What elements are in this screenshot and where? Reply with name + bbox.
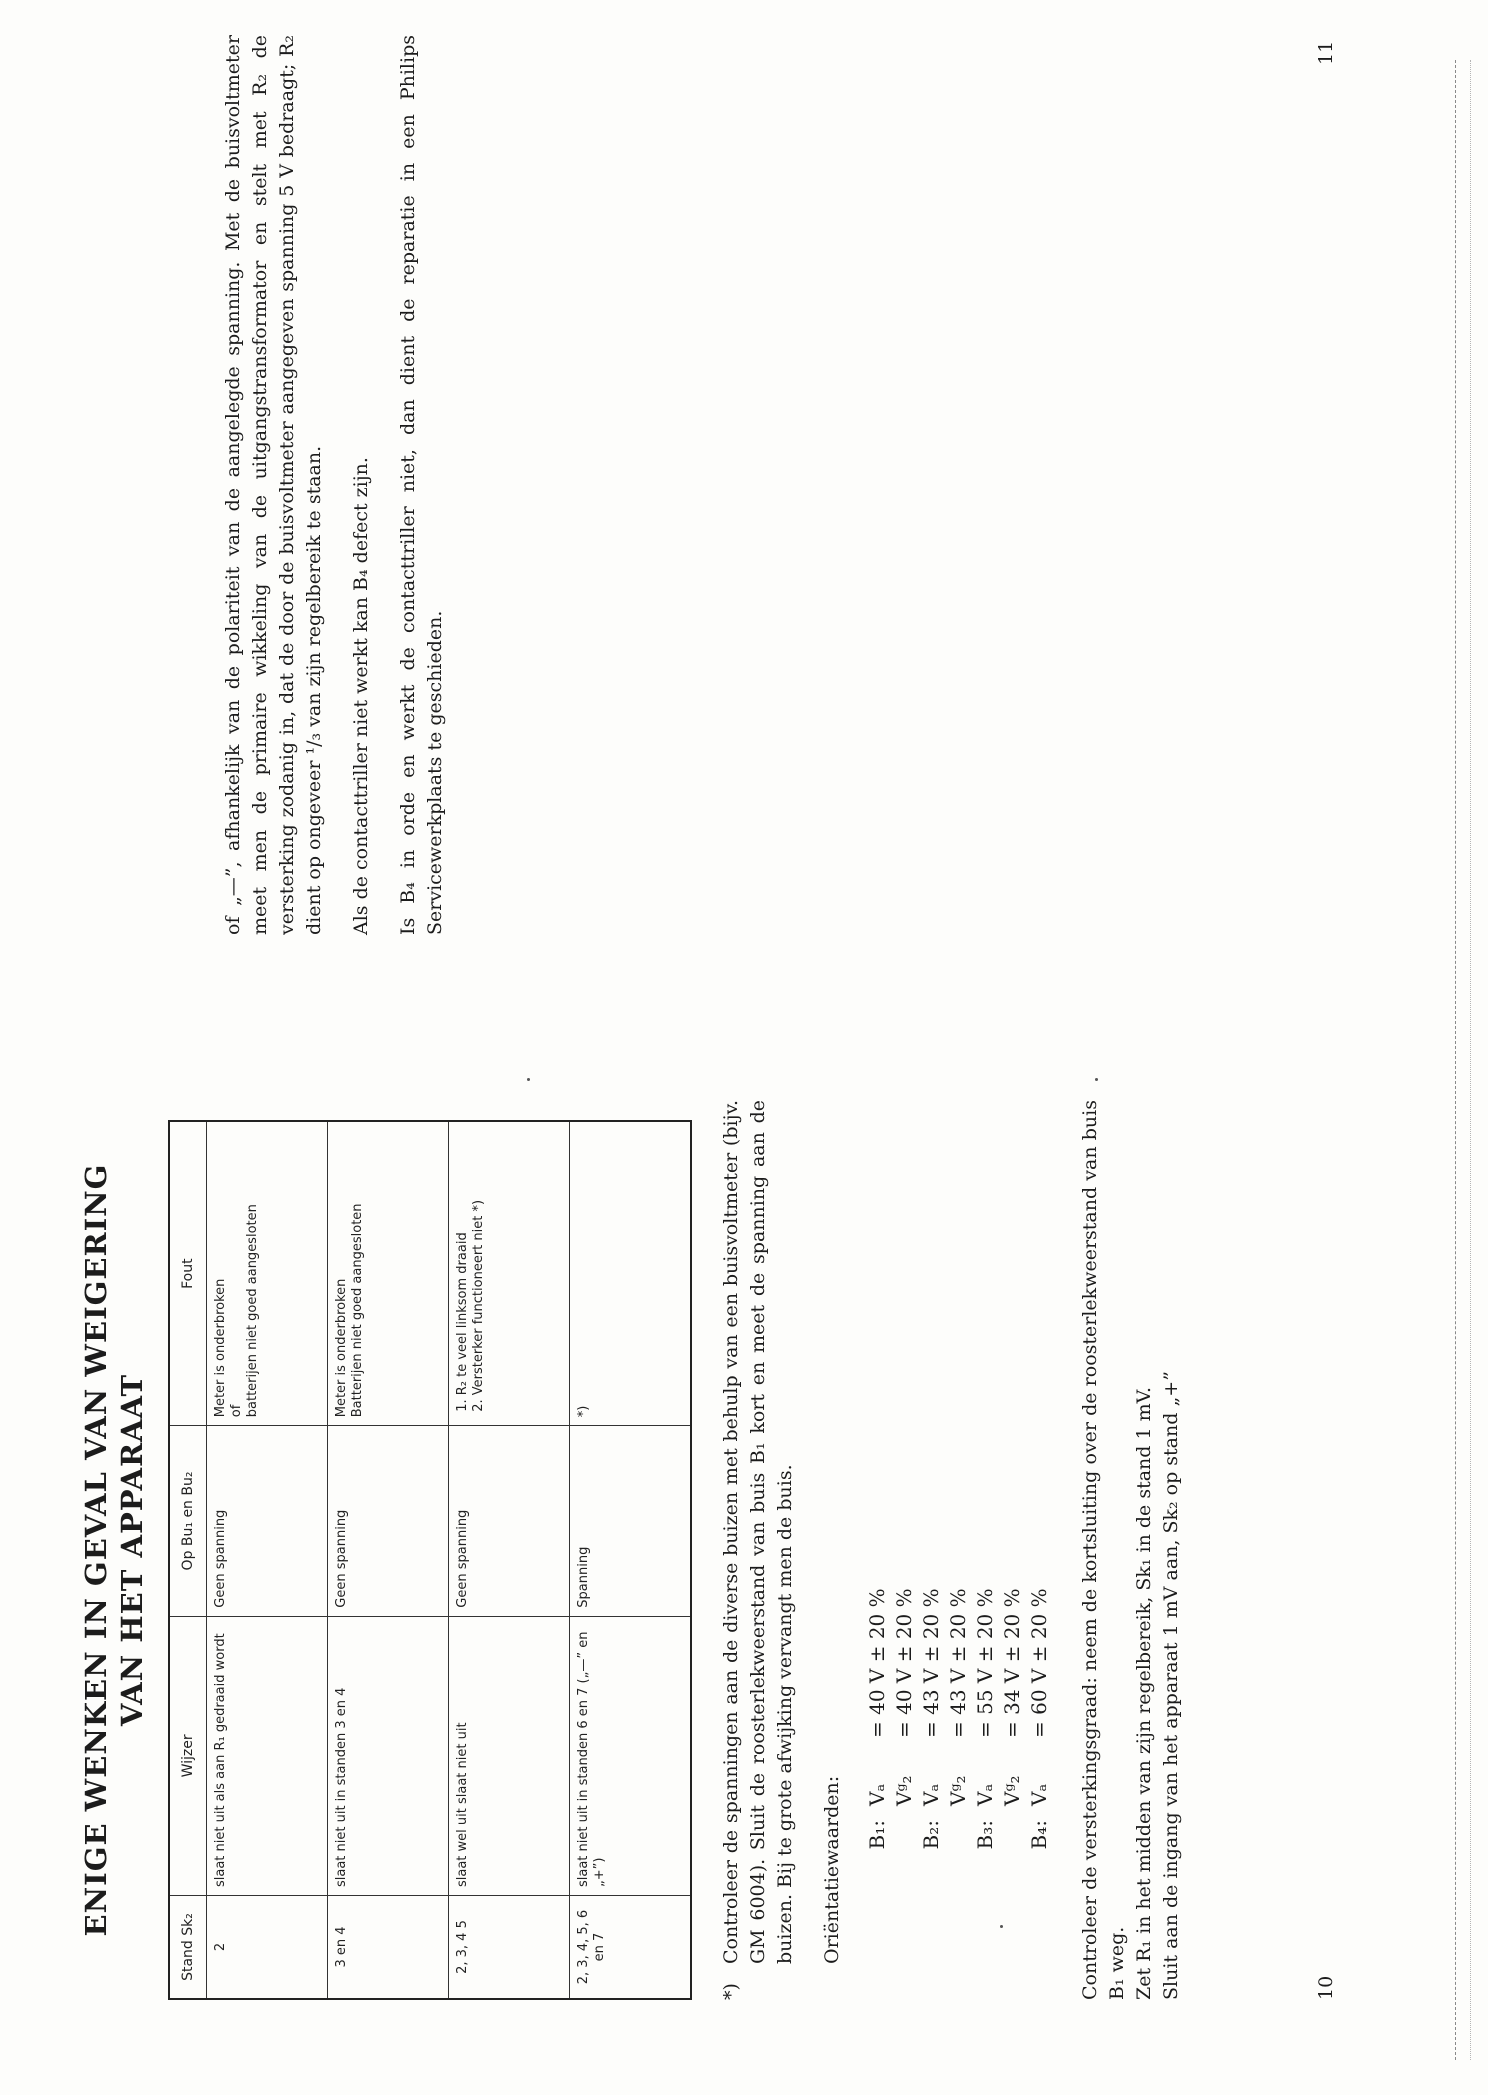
- cell-stand: 3 en 4: [328, 1896, 449, 1999]
- cell-wijzer: slaat niet uit als aan R₁ gedraaid wordt: [207, 1616, 328, 1895]
- voltage-symbol: Vₐ: [973, 1783, 997, 1806]
- voltage-value: = 60 V ± 20 %: [1027, 1588, 1051, 1738]
- voltage-value: = 40 V ± 20 %: [892, 1588, 916, 1738]
- scan-speck: [1000, 1925, 1003, 1928]
- table-row: [207, 1121, 328, 1999]
- cell-fout: [207, 1121, 328, 1426]
- orientation-values: [864, 1578, 1053, 1880]
- title-line-2: VAN HET APPARAAT: [115, 1373, 149, 1727]
- table-header-row: [169, 1121, 207, 1999]
- orientation-label: Oriëntatiewaarden:: [821, 1775, 843, 1964]
- col-header-op: Op Bu₁ en Bu₂: [169, 1426, 207, 1616]
- orientation-row: [972, 1578, 999, 1880]
- right-page: [220, 35, 449, 935]
- fout-line: Meter is onderbroken: [213, 1278, 228, 1418]
- table-row: [328, 1121, 449, 1999]
- gain-check-text: [1077, 1100, 1185, 2000]
- page-number-right: 11: [1315, 40, 1337, 65]
- col-header-fout: Fout: [169, 1121, 207, 1426]
- right-paragraph-1: of „—”, afhankelijk van de polariteit van de aangelegde spanning. Met de buisvoltmeter meet men de primaire wikkeling van de uitgangstransformator en stelt met R₂ de versterking zodanig in, dat de door de buisvoltmeter aangegeven spanning 5 V bedraagt; R₂ dient op ongeveer ¹/₃ van zijn regelbereik te staan.: [222, 35, 325, 935]
- gain-check-line-3: Sluit aan de ingang van het apparaat 1 mV aan, Sk₂ op stand „+”: [1160, 1371, 1182, 2000]
- voltage-symbol: Vᵍ₂: [892, 1775, 916, 1806]
- orientation-row: [864, 1578, 891, 1880]
- orientation-row: [891, 1578, 918, 1880]
- table-row: [570, 1121, 692, 1999]
- scan-speck: [527, 1078, 530, 1081]
- buis-label: [945, 1806, 972, 1880]
- footnote-mark: *): [720, 1983, 742, 2000]
- fout-list: [455, 1130, 487, 1417]
- gain-check-line-2: Zet R₁ in het midden van zijn regelbereik, Sk₁ in de stand 1 mV.: [1133, 1386, 1155, 2000]
- cell-wijzer: slaat wel uit slaat niet uit: [449, 1616, 570, 1895]
- cell-op: Geen spanning: [449, 1426, 570, 1616]
- table-row: [449, 1121, 570, 1999]
- fout-line: batterijen niet goed aangesloten: [245, 1204, 260, 1418]
- voltage-value: = 55 V ± 20 %: [973, 1588, 997, 1738]
- footnote: [718, 1100, 799, 2000]
- footnote-text: Controleer de spanningen aan de diverse buizen met behulp van een buisvoltmeter (bijv. GM 6004). Sluit de roosterlekweerstand van buis B₁ kort en meet de spanning aan de buizen. Bij te grote afwijking vervangt men de buis.: [720, 1100, 796, 1964]
- scan-speck: [1095, 1078, 1098, 1081]
- buis-label: [999, 1806, 1026, 1880]
- gain-check-line-1: Controleer de versterkingsgraad: neem de kortsluiting over de roosterlekweerstand van buis B₁ weg.: [1079, 1100, 1128, 2000]
- page-number-left: 10: [1315, 1975, 1337, 2000]
- cell-wijzer: slaat niet uit in standen 6 en 7 („—” en „+”): [570, 1616, 692, 1895]
- voltage-symbol: Vₐ: [919, 1783, 943, 1806]
- col-header-wijzer: Wijzer: [169, 1616, 207, 1895]
- cell-op: Spanning: [570, 1426, 692, 1616]
- voltage-value: = 43 V ± 20 %: [919, 1588, 943, 1738]
- fout-line: *): [576, 1405, 591, 1418]
- orientation-row: [1026, 1578, 1053, 1880]
- voltage-value: = 40 V ± 20 %: [865, 1588, 889, 1738]
- title-line-1: ENIGE WENKEN IN GEVAL VAN WEIGERING: [79, 1163, 113, 1937]
- voltage-value: = 34 V ± 20 %: [1000, 1588, 1024, 1738]
- right-paragraph-2: Als de contacttriller niet werkt kan B₄ defect zijn.: [350, 457, 372, 935]
- page-title: [78, 1100, 150, 2000]
- voltage-value: = 43 V ± 20 %: [946, 1588, 970, 1738]
- fout-line: Meter is onderbroken: [334, 1278, 349, 1418]
- buis-label: B₁:: [865, 1820, 889, 1850]
- orientation-row: [945, 1578, 972, 1880]
- buis-label: [891, 1806, 918, 1880]
- fout-line: of: [229, 1404, 244, 1418]
- voltage-symbol: Vₐ: [1027, 1783, 1051, 1806]
- fault-table: [168, 1120, 692, 2000]
- cell-wijzer: slaat niet uit in standen 3 en 4: [328, 1616, 449, 1895]
- buis-label: B₂:: [919, 1820, 943, 1850]
- voltage-symbol: Vᵍ₂: [1000, 1775, 1024, 1806]
- cell-fout: [570, 1121, 692, 1426]
- orientation-row: [918, 1578, 945, 1880]
- right-paragraph-3: Is B₄ in orde en werkt de contacttriller niet, dan dient de reparatie in een Philips Servicewerkplaats te geschieden.: [397, 35, 446, 935]
- cell-stand: 2, 3, 4 5: [449, 1896, 570, 1999]
- cell-stand: 2, 3, 4, 5, 6 en 7: [570, 1896, 692, 1999]
- fout-line: Batterijen niet goed aangesloten: [350, 1203, 365, 1418]
- cell-op: Geen spanning: [328, 1426, 449, 1616]
- orientation-row: [999, 1578, 1026, 1880]
- cell-fout: [449, 1121, 570, 1426]
- voltage-symbol: Vₐ: [865, 1783, 889, 1806]
- col-header-stand: Stand Sk₂: [169, 1896, 207, 1999]
- voltage-symbol: Vᵍ₂: [946, 1775, 970, 1806]
- cell-fout: [328, 1121, 449, 1426]
- cell-stand: 2: [207, 1896, 328, 1999]
- cell-op: Geen spanning: [207, 1426, 328, 1616]
- fout-list-item: 1. R₂ te veel linksom draaid: [455, 1130, 471, 1395]
- buis-label: B₄:: [1027, 1820, 1051, 1850]
- buis-label: B₃:: [973, 1820, 997, 1850]
- left-page: [78, 1100, 1185, 2000]
- fout-list-item: 2. Versterker functioneert niet *): [471, 1130, 487, 1395]
